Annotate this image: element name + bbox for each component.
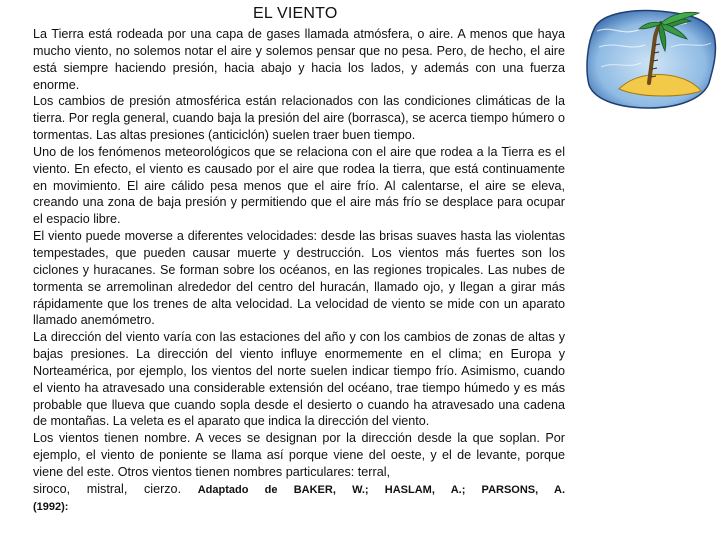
page-title: EL VIENTO [253, 5, 338, 22]
island-illustration [583, 7, 718, 111]
windy-island-palm-icon [583, 7, 718, 111]
source-line [33, 481, 565, 499]
article-body [33, 26, 565, 515]
source-year: (1992): [33, 500, 69, 513]
paragraph-nombres: Los vientos tienen nombre. A veces se designan por la dirección desde la que soplan. Por ejemplo, el viento de poniente se llama así porque viene del oeste, y el de levante, porque viene del este. Otros vientos tienen nombres particulares: terral, [33, 431, 565, 479]
paragraph-velocidades: El viento puede moverse a diferentes velocidades: desde las brisas suaves hasta las violentas tempestades, que pueden causar muerte y destrucción. Los vientos más fuertes son los ciclones y huracanes. Se forman sobre los océanos, en las regiones tropicales. Las nubes de tormenta se arremolinan alrededor del centro del huracán, llamado ojo, y llegan a girar más rápidamente que los trenes de alta velocidad. La velocidad de viento se mide con un aparato llamado anemómetro. [33, 229, 565, 328]
paragraph-direccion: La dirección del viento varía con las estaciones del año y con los cambios de zonas de altas y bajas presiones. La dirección del viento influye enormemente en el clima; en Europa y Norteamérica, por ejemplo, los vientos del norte suelen indicar tiempo frío. Asimismo, cuando el viento ha atravesado una considerable extensión del océano, trae tiempo húmedo y es más probable que llueva que cuando sopla desde el desierto o cuando ha atravesado una cadena de montañas. La veleta es el aparato que indica la dirección del viento. [33, 330, 565, 429]
paragraph-viento: Uno de los fenómenos meteorológicos que se relaciona con el aire que rodea a la Tierra es el viento. En efecto, el viento es causado por el aire que rodea la tierra, que está continuamente en movimiento. El aire cálido pesa menos que el aire frío. Al calentarse, el aire se eleva, creando una zona de baja presión y permitiendo que el aire más frío se desplace para ocupar el espacio libre. [33, 144, 565, 227]
last-line-text: siroco, mistral, cierzo. [33, 481, 182, 496]
paragraph-presion: Los cambios de presión atmosférica están relacionados con las condiciones climáticas de la tierra. Por regla general, cuando baja la presión del aire (borrasca), se acerca tiempo húmero o tormentas. Las altas presiones (anticiclón) suelen traer buen tiempo. [33, 94, 565, 143]
source-credit: Adaptado de BAKER, W.; HASLAM, A.; PARSONS, A. [197, 483, 565, 496]
paragraph-atmosfera: La Tierra está rodeada por una capa de gases llamada atmósfera, o aire. A menos que haya mucho viento, no solemos notar el aire y solemos pensar que no pesa. Pero, de hecho, el aire está siempre haciendo presión, hacia abajo y hacia los lados, y además con una fuerza enorme. [33, 27, 565, 92]
